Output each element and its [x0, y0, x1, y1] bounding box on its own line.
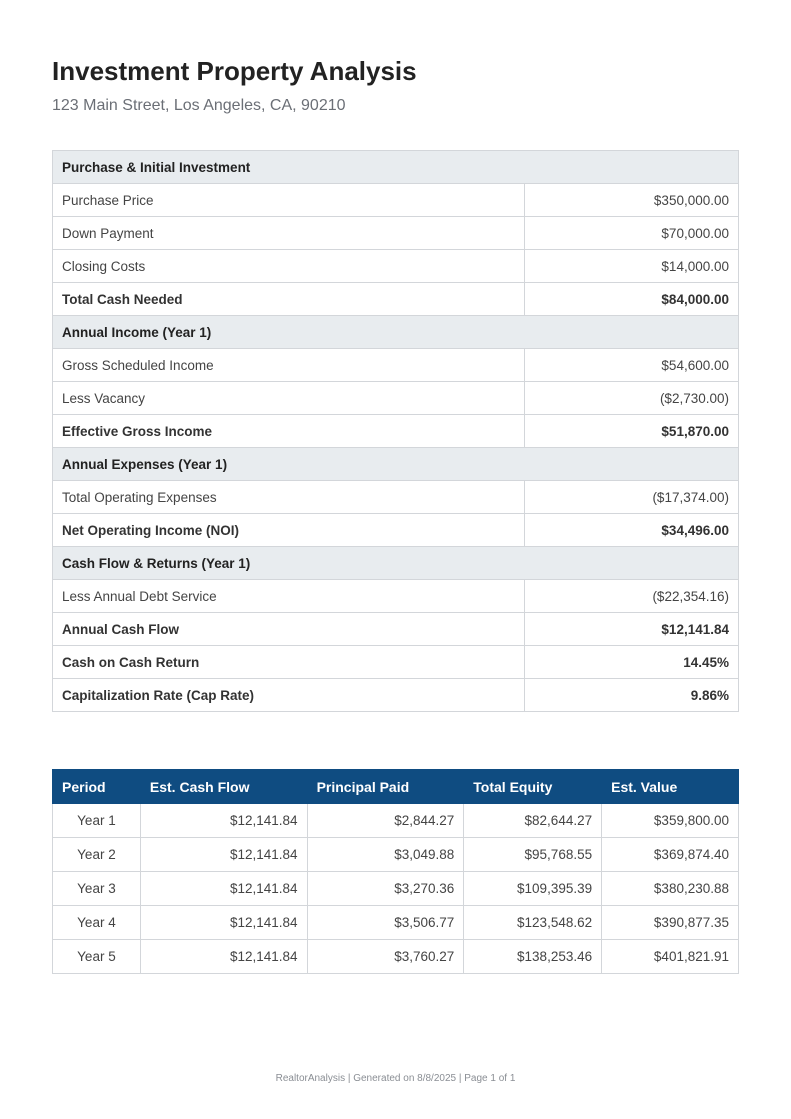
table-row-total [53, 679, 739, 712]
table-row [53, 184, 739, 217]
row-label: Total Operating Expenses [53, 481, 525, 514]
row-value: ($2,730.00) [525, 382, 739, 415]
cell-principal: $3,760.27 [307, 940, 464, 974]
row-value: $70,000.00 [525, 217, 739, 250]
row-label: Effective Gross Income [53, 415, 525, 448]
cell-cash-flow: $12,141.84 [140, 872, 307, 906]
row-label: Net Operating Income (NOI) [53, 514, 525, 547]
row-label: Down Payment [53, 217, 525, 250]
table-row [53, 349, 739, 382]
row-value: $350,000.00 [525, 184, 739, 217]
row-value: $12,141.84 [525, 613, 739, 646]
section-header-row [53, 547, 739, 580]
row-value: $51,870.00 [525, 415, 739, 448]
table-row [53, 906, 739, 940]
row-label: Total Cash Needed [53, 283, 525, 316]
row-value: $54,600.00 [525, 349, 739, 382]
table-row-total [53, 415, 739, 448]
cell-period: Year 1 [53, 804, 141, 838]
cell-principal: $3,270.36 [307, 872, 464, 906]
cell-value: $369,874.40 [602, 838, 739, 872]
row-label: Capitalization Rate (Cap Rate) [53, 679, 525, 712]
projection-header-row [53, 770, 739, 804]
table-row-total [53, 514, 739, 547]
row-value: $84,000.00 [525, 283, 739, 316]
cell-cash-flow: $12,141.84 [140, 940, 307, 974]
row-value: $34,496.00 [525, 514, 739, 547]
cell-period: Year 2 [53, 838, 141, 872]
row-value: ($22,354.16) [525, 580, 739, 613]
column-header-period: Period [53, 770, 141, 804]
table-row [53, 804, 739, 838]
summary-table [52, 150, 739, 712]
row-value: $14,000.00 [525, 250, 739, 283]
table-row-total [53, 283, 739, 316]
column-header-cash-flow: Est. Cash Flow [140, 770, 307, 804]
table-row [53, 838, 739, 872]
table-row [53, 382, 739, 415]
row-label: Less Annual Debt Service [53, 580, 525, 613]
projection-table [52, 769, 739, 974]
row-value: ($17,374.00) [525, 481, 739, 514]
cell-value: $380,230.88 [602, 872, 739, 906]
cell-value: $401,821.91 [602, 940, 739, 974]
row-label: Gross Scheduled Income [53, 349, 525, 382]
cell-principal: $3,049.88 [307, 838, 464, 872]
section-title: Annual Expenses (Year 1) [53, 448, 739, 481]
cell-principal: $3,506.77 [307, 906, 464, 940]
property-address: 123 Main Street, Los Angeles, CA, 90210 [52, 97, 346, 114]
row-label: Annual Cash Flow [53, 613, 525, 646]
cell-equity: $109,395.39 [464, 872, 602, 906]
column-header-principal: Principal Paid [307, 770, 464, 804]
section-title: Annual Income (Year 1) [53, 316, 739, 349]
page-title: Investment Property Analysis [52, 56, 417, 86]
page-footer: RealtorAnalysis | Generated on 8/8/2025 | Page 1 of 1 [275, 1073, 516, 1084]
table-row [53, 250, 739, 283]
cell-principal: $2,844.27 [307, 804, 464, 838]
row-label: Purchase Price [53, 184, 525, 217]
section-header-row [53, 448, 739, 481]
section-title: Cash Flow & Returns (Year 1) [53, 547, 739, 580]
row-label: Closing Costs [53, 250, 525, 283]
column-header-value: Est. Value [602, 770, 739, 804]
row-value: 9.86% [525, 679, 739, 712]
table-row-total [53, 613, 739, 646]
row-label: Less Vacancy [53, 382, 525, 415]
cell-period: Year 4 [53, 906, 141, 940]
cell-cash-flow: $12,141.84 [140, 838, 307, 872]
table-row [53, 217, 739, 250]
table-row [53, 481, 739, 514]
cell-value: $359,800.00 [602, 804, 739, 838]
column-header-equity: Total Equity [464, 770, 602, 804]
cell-equity: $123,548.62 [464, 906, 602, 940]
table-row [53, 580, 739, 613]
cell-cash-flow: $12,141.84 [140, 804, 307, 838]
section-title: Purchase & Initial Investment [53, 151, 739, 184]
cell-equity: $138,253.46 [464, 940, 602, 974]
cell-equity: $82,644.27 [464, 804, 602, 838]
cell-value: $390,877.35 [602, 906, 739, 940]
cell-period: Year 3 [53, 872, 141, 906]
row-value: 14.45% [525, 646, 739, 679]
cell-equity: $95,768.55 [464, 838, 602, 872]
cell-period: Year 5 [53, 940, 141, 974]
row-label: Cash on Cash Return [53, 646, 525, 679]
cell-cash-flow: $12,141.84 [140, 906, 307, 940]
section-header-row [53, 151, 739, 184]
table-row [53, 872, 739, 906]
table-row [53, 940, 739, 974]
table-row-total [53, 646, 739, 679]
section-header-row [53, 316, 739, 349]
